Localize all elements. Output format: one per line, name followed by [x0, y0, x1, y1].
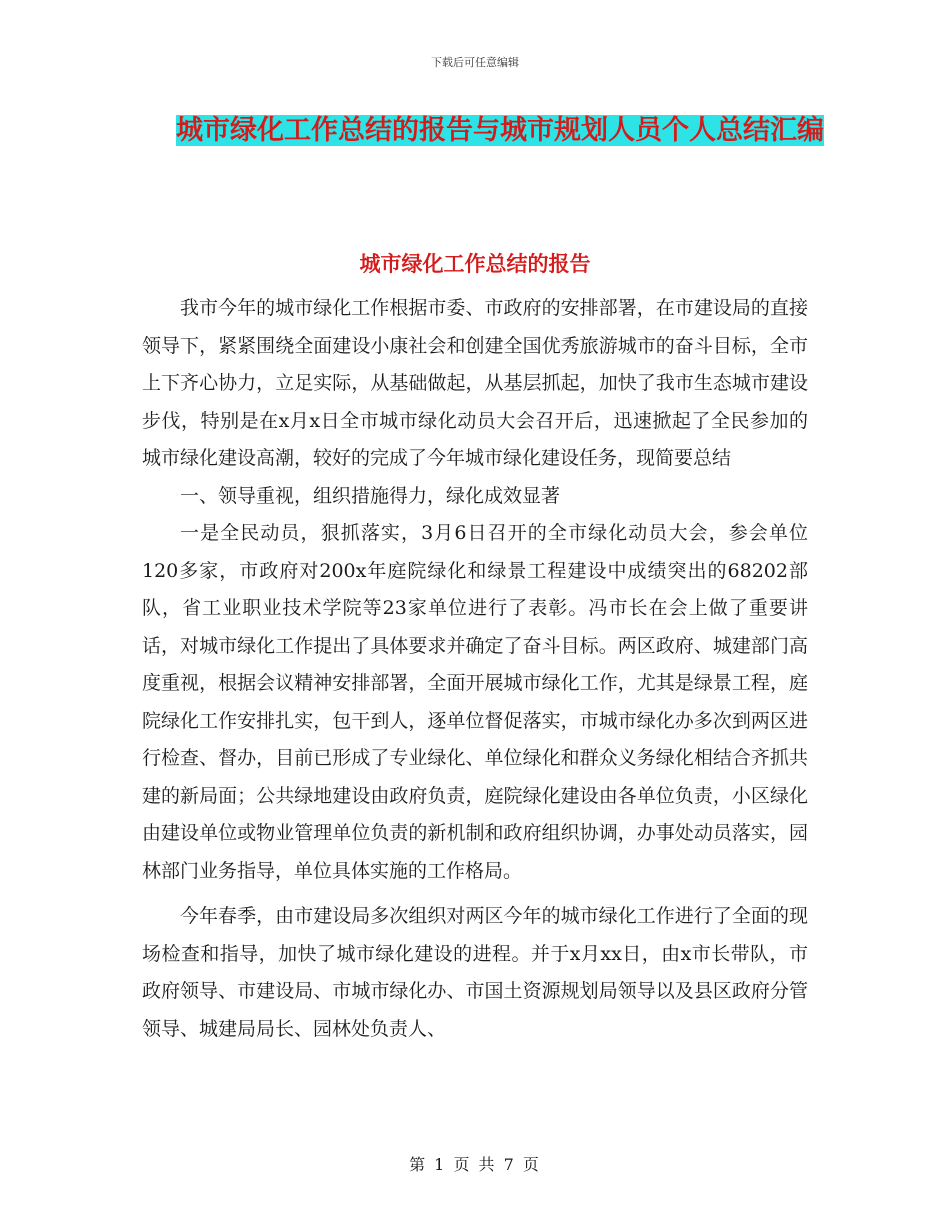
section-title: 城市绿化工作总结的报告 — [359, 251, 591, 276]
page-footer: 第 1 页 共 7 页 — [409, 1155, 541, 1174]
body-text — [142, 290, 808, 1048]
paragraph: 今年春季，由市建设局多次组织对两区今年的城市绿化工作进行了全面的现场检查和指导，加快了城市绿化建设的进程。并于x月xx日，由x市长带队，市政府领导、市建设局、市城市绿化办、市国土资源规划局领导以及县区政府分管领导、城建局局长、园林处负责人、 — [142, 905, 808, 1040]
paragraph: 我市今年的城市绿化工作根据市委、市政府的安排部署，在市建设局的直接领导下，紧紧围绕全面建设小康社会和创建全国优秀旅游城市的奋斗目标，全市上下齐心协力，立足实际，从基础做起，从基层抓起，加快了我市生态城市建设步伐，特别是在x月x日全市城市绿化动员大会召开后，迅速掀起了全民参加的城市绿化建设高潮，较好的完成了今年城市绿化建设任务，现简要总结 — [142, 297, 808, 469]
header-note: 下载后可任意编辑 — [431, 56, 519, 69]
document-title-text: 城市绿化工作总结的报告与城市规划人员个人总结汇编 — [176, 115, 824, 146]
paragraph: 一是全民动员，狠抓落实，3月6日召开的全市绿化动员大会，参会单位120多家，市政府对200x年庭院绿化和绿景工程建设中成绩突出的68202部队，省工业职业技术学院等23家单位进行了表彰。冯市长在会上做了重要讲话，对城市绿化工作提出了具体要求并确定了奋斗目标。两区政府、城建部门高度重视，根据会议精神安排部署，全面开展城市绿化工作，尤其是绿景工程，庭院绿化工作安排扎实，包干到人，逐单位督促落实，市城市绿化办多次到两区进行检查、督办，目前已形成了专业绿化、单位绿化和群众义务绿化相结合齐抓共建的新局面；公共绿地建设由政府负责，庭院绿化建设由各单位负责，小区绿化由建设单位或物业管理单位负责的新机制和政府组织协调，办事处动员落实，园林部门业务指导，单位具体实施的工作格局。 — [142, 522, 808, 882]
document-title — [140, 108, 860, 154]
paragraph: 一、领导重视，组织措施得力，绿化成效显著 — [180, 484, 561, 507]
